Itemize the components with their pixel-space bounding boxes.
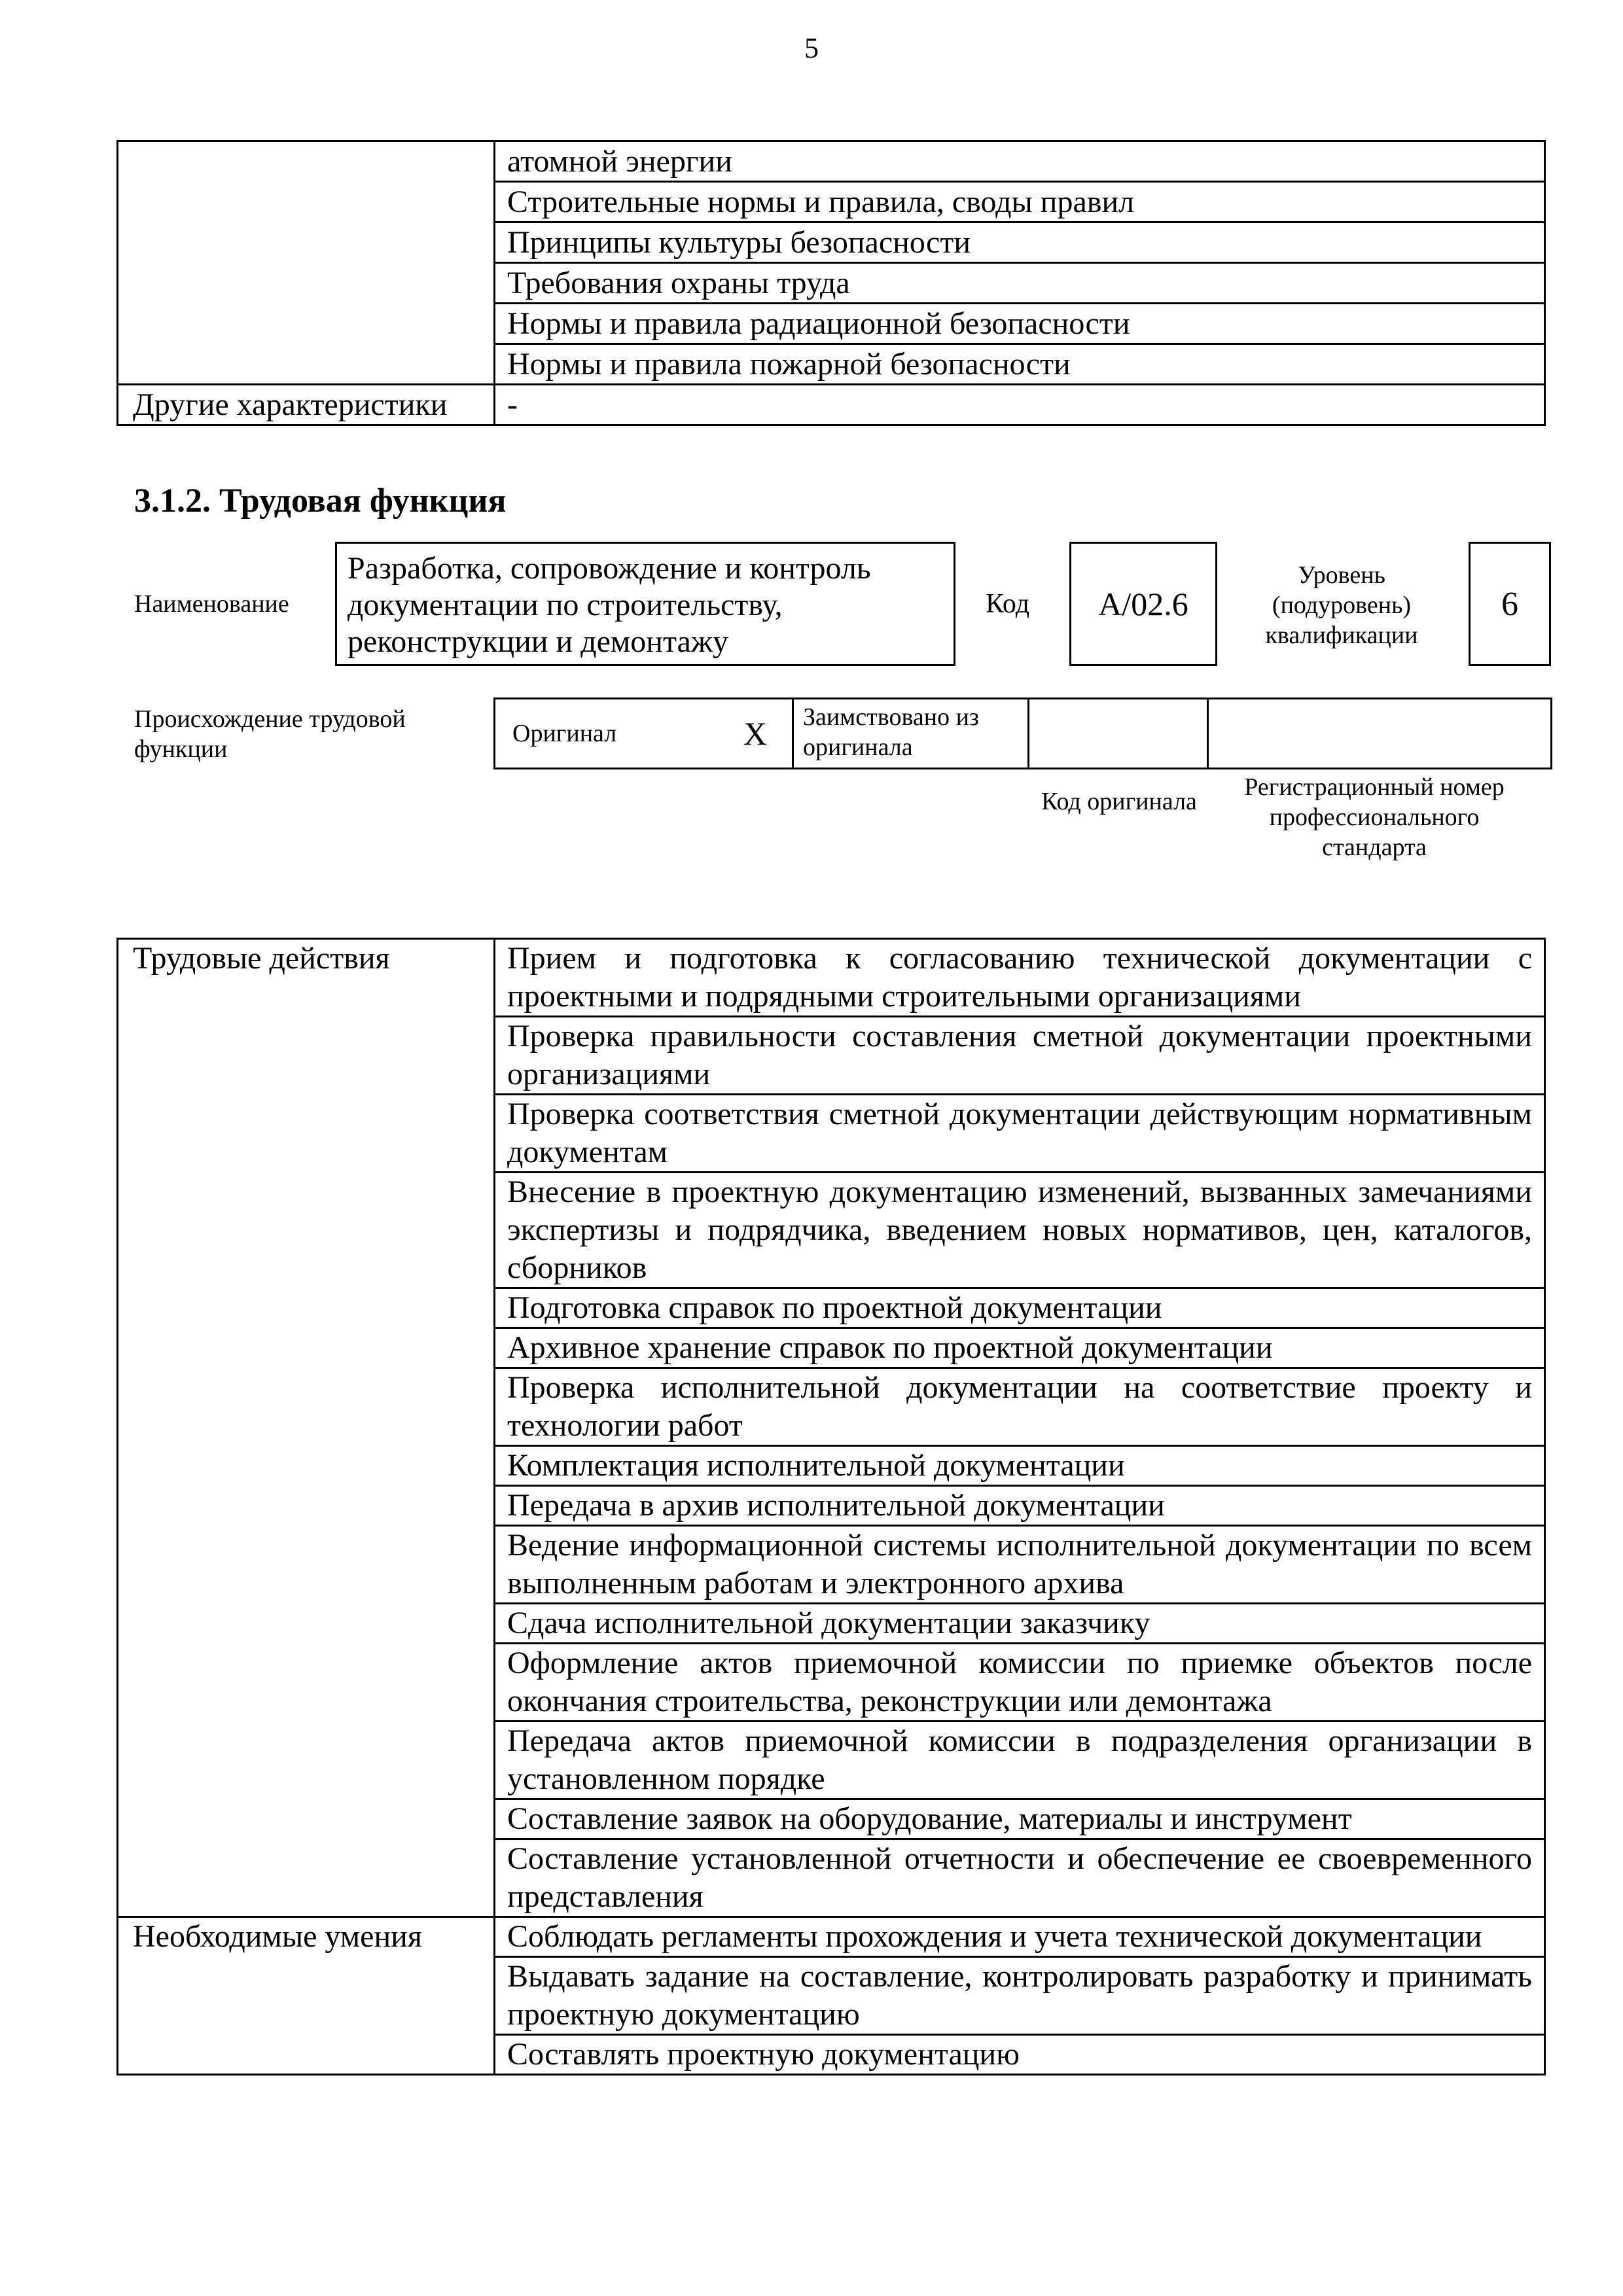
original-code-caption: Код оригинала [1041, 788, 1197, 815]
labor-action-item: Проверка правильности составления сметной документации проектными организациями [495, 1017, 1545, 1095]
original-mark: Х [743, 715, 767, 752]
original-code-cell [1029, 699, 1209, 768]
list-item: Нормы и правила радиационной безопасности [495, 304, 1545, 344]
skill-item: Составлять проектную документацию [495, 2035, 1545, 2075]
labor-action-item: Проверка соответствия сметной документации действующим нормативным документам [495, 1095, 1545, 1173]
labor-action-item: Оформление актов приемочной комиссии по приемке объектов после окончания строительства, реконструкции или демонтажа [495, 1644, 1545, 1722]
page-number: 5 [804, 32, 819, 64]
list-item: Принципы культуры безопасности [495, 222, 1545, 263]
other-characteristics-label: Другие характеристики [118, 385, 495, 425]
labor-action-item: Комплектация исполнительной документации [495, 1446, 1545, 1486]
function-code-box: А/02.6 [1069, 542, 1217, 666]
borrowed-cell: Заимствовано из оригинала [794, 699, 1029, 768]
code-label: Код [986, 589, 1030, 619]
origin-label: Происхождение трудовой функции [134, 705, 406, 763]
reg-number-caption: Регистрационный номер профессионального стандарта [1244, 773, 1505, 861]
labor-action-item: Составление заявок на оборудование, материалы и инструмент [495, 1799, 1545, 1839]
labor-action-item: Ведение информационной системы исполнительной документации по всем выполненным работам и электронного архива [495, 1526, 1545, 1604]
origin-row [493, 698, 1552, 769]
labor-action-item: Передача в архив исполнительной документации [495, 1486, 1545, 1526]
reg-number-cell [1209, 699, 1550, 768]
labor-action-item: Сдача исполнительной документации заказчику [495, 1604, 1545, 1644]
original-cell [495, 699, 794, 768]
table-row [118, 385, 1545, 425]
section-heading: 3.1.2. Трудовая функция [134, 482, 507, 520]
skill-item: Соблюдать регламенты прохождения и учета технической документации [495, 1917, 1545, 1957]
labor-actions-label: Трудовые действия [118, 939, 495, 1917]
list-item: Строительные нормы и правила, своды правил [495, 182, 1545, 222]
labor-functions-table [116, 938, 1546, 2075]
skill-item: Выдавать задание на составление, контролировать разработку и принимать проектную документацию [495, 1957, 1545, 2035]
labor-action-item: Проверка исполнительной документации на соответствие проекту и технологии работ [495, 1368, 1545, 1446]
table-row [118, 1917, 1545, 1957]
other-characteristics-value: - [495, 385, 1545, 425]
list-item: Нормы и правила пожарной безопасности [495, 344, 1545, 385]
list-item: Требования охраны труда [495, 263, 1545, 304]
labor-action-item: Архивное хранение справок по проектной документации [495, 1328, 1545, 1368]
required-skills-label: Необходимые умения [118, 1917, 495, 2075]
table-row [118, 939, 1545, 1017]
labor-action-item: Передача актов приемочной комиссии в подразделения организации в установленном порядке [495, 1722, 1545, 1799]
level-value-box: 6 [1469, 542, 1551, 666]
labor-action-item: Подготовка справок по проектной документации [495, 1288, 1545, 1328]
name-label: Наименование [134, 590, 289, 618]
labor-action-item: Прием и подготовка к согласованию технической документации с проектными и подрядными строительными организациями [495, 939, 1545, 1017]
continued-knowledge-table [116, 140, 1546, 426]
list-item: атомной энергии [495, 141, 1545, 182]
original-label: Оригинал [512, 720, 617, 747]
labor-action-item: Составление установленной отчетности и обеспечение ее своевременного представления [495, 1839, 1545, 1917]
empty-label-cell [118, 141, 495, 385]
level-label: Уровень (подуровень) квалификации [1265, 561, 1418, 649]
labor-action-item: Внесение в проектную документацию изменений, вызванных замечаниями экспертизы и подрядчика, введением новых нормативов, цен, каталогов, сборников [495, 1173, 1545, 1288]
function-name-box: Разработка, сопровождение и контроль документации по строительству, реконструкции и демонтажу [335, 542, 955, 666]
table-row [118, 141, 1545, 182]
